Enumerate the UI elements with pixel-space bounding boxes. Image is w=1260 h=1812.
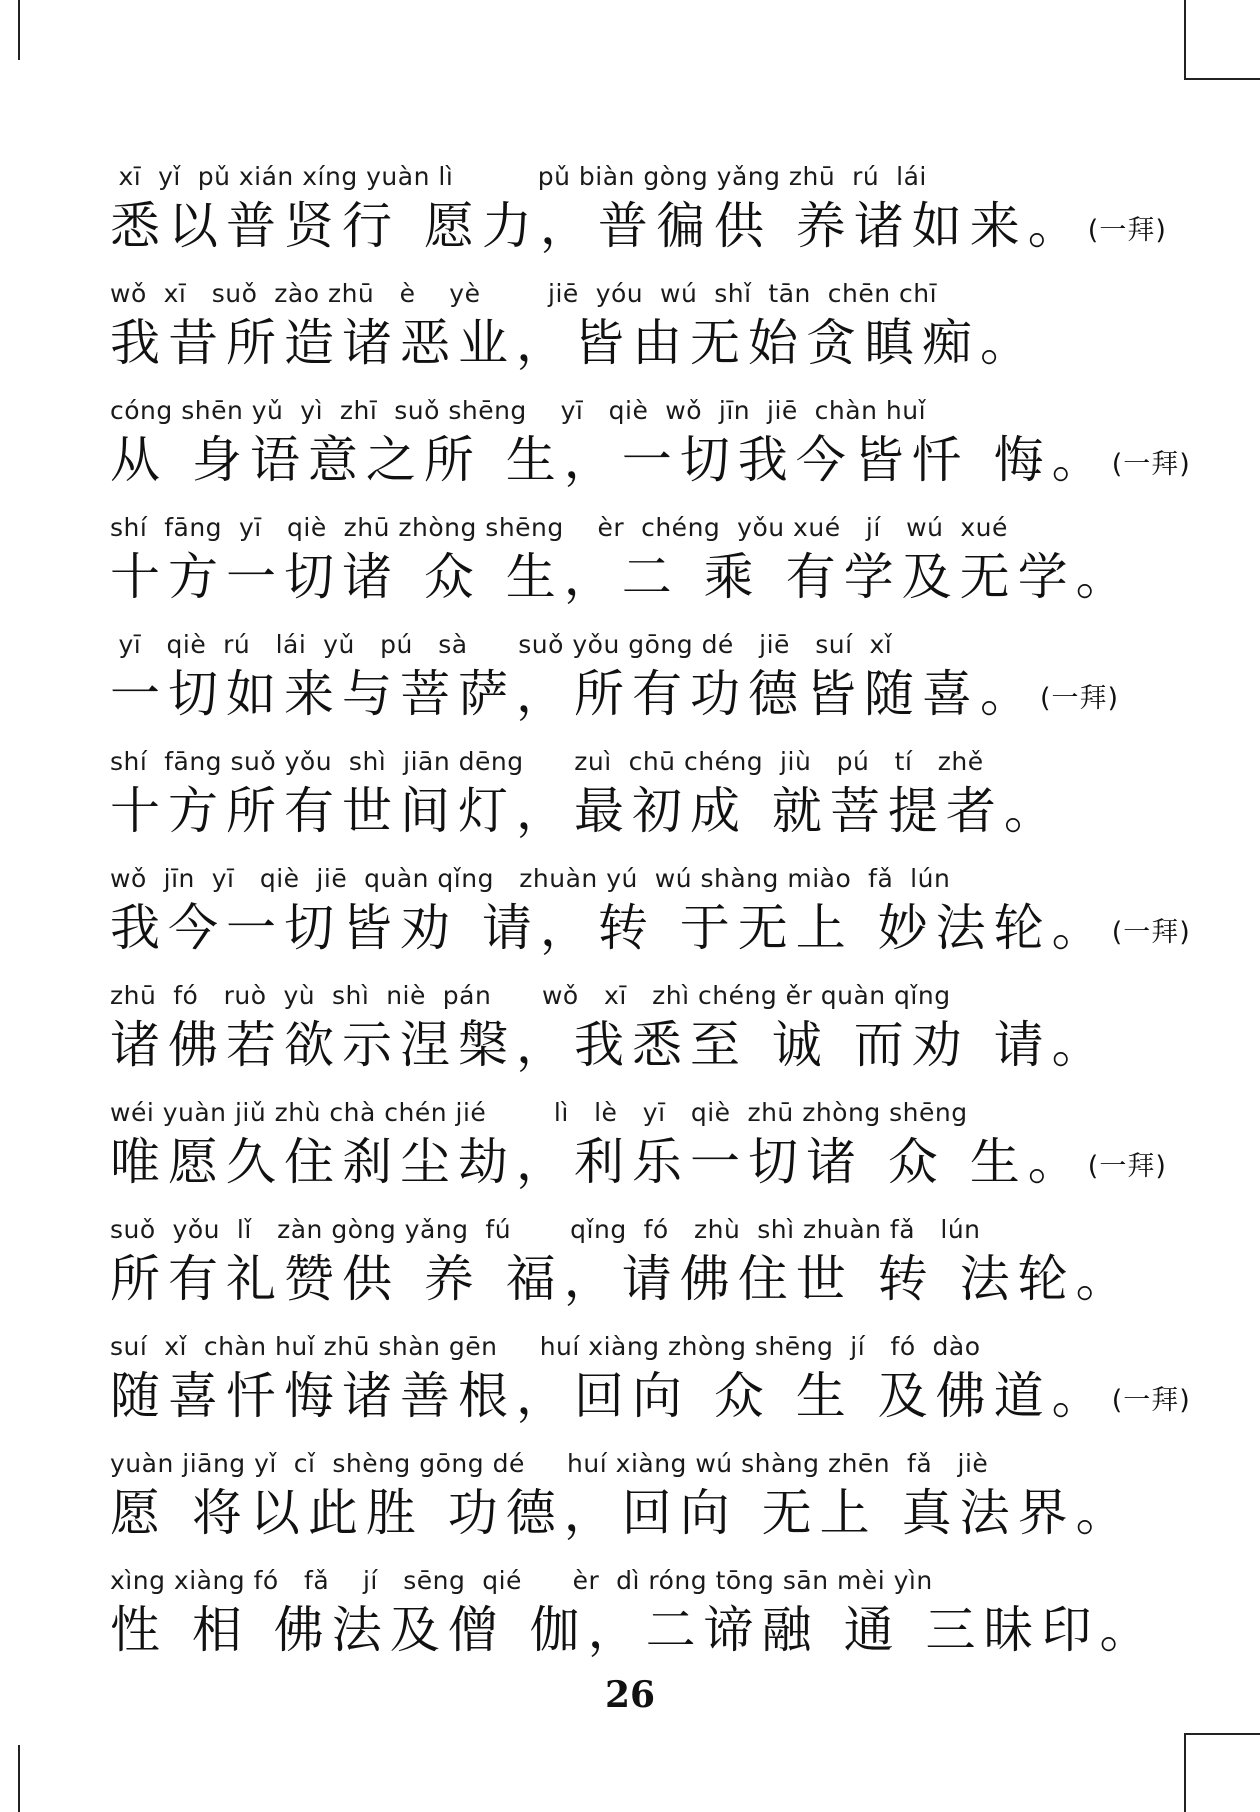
pinyin-line: wǒ xī suǒ zào zhū è yè jiē yóu wú shǐ tān chēn chī <box>110 279 938 308</box>
hanzi-line <box>110 1598 1158 1662</box>
crop-mark-bottom-right-v <box>1184 1733 1186 1812</box>
hanzi-text: 从 身语意之所 生，一切我今皆忏 悔。 <box>110 431 1110 489</box>
pinyin-line: shí fāng yī qiè zhū zhòng shēng èr chéng yǒu xué jí wú xué <box>110 513 1008 542</box>
crop-mark-bottom-right-h <box>1184 1733 1260 1735</box>
crop-mark-top-right-v <box>1184 0 1186 80</box>
verse-5 <box>110 628 1150 726</box>
verse-9 <box>110 1096 1167 1194</box>
hanzi-text: 所有礼赞供 养 福，请佛住世 转 法轮。 <box>110 1250 1134 1308</box>
bow-mark: (一拜) <box>1111 917 1191 948</box>
verse-6 <box>110 745 1150 843</box>
pinyin-line: xìng xiàng fó fǎ jí sēng qié èr dì róng tōng sān mèi yìn <box>110 1566 933 1595</box>
pinyin-line: yuàn jiāng yǐ cǐ shèng gōng dé huí xiàng wú shàng zhēn fǎ jiè <box>110 1449 989 1478</box>
hanzi-line <box>110 1130 1167 1194</box>
hanzi-text: 悉以普贤行 愿力，普徧供 养诸如来。 <box>110 197 1086 255</box>
hanzi-text: 十方所有世间灯，最初成 就菩提者。 <box>110 782 1062 840</box>
pinyin-line: yī qiè rú lái yǔ pú sà suǒ yǒu gōng dé jiē suí xǐ <box>110 630 893 659</box>
hanzi-text: 随喜忏悔诸善根，回向 众 生 及佛道。 <box>110 1367 1110 1425</box>
hanzi-line <box>110 1013 1150 1077</box>
hanzi-text: 我今一切皆劝 请，转 于无上 妙法轮。 <box>110 899 1110 957</box>
hanzi-line <box>110 662 1150 726</box>
hanzi-line <box>110 428 1191 492</box>
verse-3 <box>110 394 1191 492</box>
hanzi-line <box>110 545 1150 609</box>
hanzi-line <box>110 1364 1191 1428</box>
verse-13 <box>110 1564 1158 1662</box>
crop-mark-top-right-h <box>1184 78 1260 80</box>
pinyin-line: wǒ jīn yī qiè jiē quàn qǐng zhuàn yú wú shàng miào fǎ lún <box>110 864 951 893</box>
pinyin-line: zhū fó ruò yù shì niè pán wǒ xī zhì chéng ěr quàn qǐng <box>110 981 951 1010</box>
verse-7 <box>110 862 1191 960</box>
pinyin-line: suǒ yǒu lǐ zàn gòng yǎng fú qǐng fó zhù shì zhuàn fǎ lún <box>110 1215 981 1244</box>
hanzi-line <box>110 1481 1150 1545</box>
hanzi-text: 唯愿久住刹尘劫，利乐一切诸 众 生。 <box>110 1133 1086 1191</box>
hanzi-line <box>110 194 1167 258</box>
verse-12 <box>110 1447 1150 1545</box>
bow-mark: (一拜) <box>1087 215 1167 246</box>
verse-4 <box>110 511 1150 609</box>
pinyin-line: suí xǐ chàn huǐ zhū shàn gēn huí xiàng zhòng shēng jí fó dào <box>110 1332 981 1361</box>
verse-8 <box>110 979 1150 1077</box>
bow-mark: (一拜) <box>1087 1151 1167 1182</box>
hanzi-line <box>110 779 1150 843</box>
hanzi-line <box>110 311 1150 375</box>
crop-mark-top-left <box>18 0 20 60</box>
hanzi-text: 诸佛若欲示涅槃，我悉至 诚 而劝 请。 <box>110 1016 1110 1074</box>
pinyin-line: shí fāng suǒ yǒu shì jiān dēng zuì chū chéng jiù pú tí zhě <box>110 747 984 776</box>
verse-1 <box>110 160 1167 258</box>
page-number: 26 <box>604 1674 656 1716</box>
verse-11 <box>110 1330 1191 1428</box>
bow-mark: (一拜) <box>1040 683 1120 714</box>
hanzi-text: 一切如来与菩萨，所有功德皆随喜。 <box>110 665 1038 723</box>
pinyin-line: wéi yuàn jiǔ zhù chà chén jié lì lè yī qiè zhū zhòng shēng <box>110 1098 968 1127</box>
crop-mark-bottom-left <box>18 1745 20 1812</box>
pinyin-line: cóng shēn yǔ yì zhī suǒ shēng yī qiè wǒ jīn jiē chàn huǐ <box>110 396 927 425</box>
hanzi-line <box>110 896 1191 960</box>
hanzi-text: 我昔所造诸恶业，皆由无始贪瞋痴。 <box>110 314 1038 372</box>
verse-2 <box>110 277 1150 375</box>
verse-10 <box>110 1213 1150 1311</box>
hanzi-text: 十方一切诸 众 生，二 乘 有学及无学。 <box>110 548 1134 606</box>
hanzi-text: 性 相 佛法及僧 伽，二谛融 通 三昧印。 <box>110 1601 1158 1659</box>
pinyin-line: xī yǐ pǔ xián xíng yuàn lì pǔ biàn gòng yǎng zhū rú lái <box>110 162 927 191</box>
bow-mark: (一拜) <box>1111 1385 1191 1416</box>
hanzi-line <box>110 1247 1150 1311</box>
bow-mark: (一拜) <box>1111 449 1191 480</box>
hanzi-text: 愿 将以此胜 功德，回向 无上 真法界。 <box>110 1484 1134 1542</box>
